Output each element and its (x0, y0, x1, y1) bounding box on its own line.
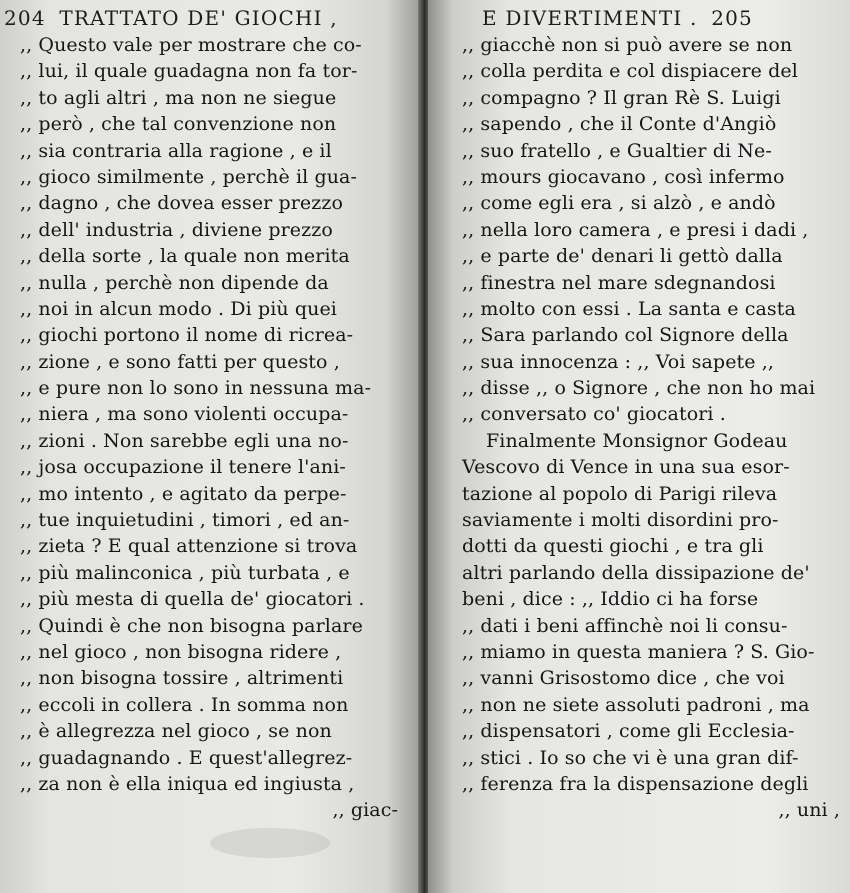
text-line: ,, Questo vale per mostrare che co- (20, 34, 362, 56)
text-line: saviamente i molti disordini pro- (462, 509, 779, 532)
text-line: tazione al popolo di Parigi rileva (462, 482, 778, 505)
right-running-head: E DIVERTIMENTI . (482, 6, 698, 30)
right-text-block (462, 32, 840, 824)
catchword: ,, uni , (778, 799, 840, 822)
text-line: ,, Quindi è che non bisogna parlare (20, 614, 363, 637)
text-line: ,, più mesta di quella de' giocatori . (20, 588, 365, 611)
text-line: ,, mo intento , e agitato da perpe- (20, 482, 347, 505)
text-line: ,, Sara parlando col Signore della (462, 324, 789, 347)
text-line: ,, gioco similmente , perchè il gua- (20, 165, 357, 188)
text-line: ,, niera , ma sono violenti occupa- (20, 403, 349, 426)
text-line: ,, dati i beni affinchè noi li consu- (462, 614, 788, 637)
text-line: altri parlando della dissipazione de' (462, 561, 810, 584)
text-line: ,, come egli era , si alzò , e andò (462, 192, 776, 215)
paragraph-start-line: Finalmente Monsignor Godeau (486, 429, 788, 452)
text-line: ,, zioni . Non sarebbe egli una no- (20, 429, 349, 452)
text-line: beni , dice : ,, Iddio ci ha forse (462, 588, 759, 611)
text-line: ,, però , che tal convenzione non (20, 113, 337, 136)
text-line: ,, sua innocenza : ,, Voi sapete ,, (462, 350, 775, 373)
left-text-block (20, 32, 398, 824)
right-running-header (482, 6, 753, 30)
text-line: Vescovo di Vence in una sua esor- (462, 456, 790, 479)
text-line: ,, nella loro camera , e presi i dadi , (462, 218, 809, 241)
text-line: ,, eccoli in collera . In somma non (20, 693, 349, 716)
text-line: ,, dispensatori , come gli Ecclesia- (462, 720, 795, 743)
catchword: ,, giac- (332, 799, 398, 822)
text-line: ,, della sorte , la quale non merita (20, 245, 350, 268)
text-line: ,, dagno , che dovea esser prezzo (20, 192, 344, 215)
text-line: ,, stici . Io so che vi è una gran dif- (462, 746, 799, 769)
right-page (428, 0, 850, 893)
text-line: ,, mours giocavano , così infermo (462, 165, 785, 188)
left-running-head: TRATTATO DE' GIOCHI , (59, 6, 338, 30)
text-line: ,, finestra nel mare sdegnandosi (462, 271, 776, 294)
text-line: ,, è allegrezza nel gioco , se non (20, 720, 332, 743)
text-line: ,, e pure non lo sono in nessuna ma- (20, 377, 372, 400)
left-page (0, 0, 420, 893)
text-line: ,, zione , e sono fatti per questo , (20, 350, 340, 373)
text-line: ,, vanni Grisostomo dice , che voi (462, 667, 785, 690)
text-line: dotti da questi giochi , e tra gli (462, 535, 764, 558)
text-line: ,, non bisogna tossire , altrimenti (20, 667, 344, 690)
text-line: ,, e parte de' denari li gettò dalla (462, 245, 783, 268)
text-line: ,, josa occupazione il tenere l'ani- (20, 456, 346, 479)
right-page-number: 205 (711, 6, 753, 30)
text-line: ,, lui, il quale guadagna non fa tor- (20, 60, 358, 83)
text-line: ,, ferenza fra la dispensazione degli (462, 772, 809, 795)
text-line: ,, giacchè non si può avere se non (462, 34, 793, 56)
text-line: ,, nel gioco , non bisogna ridere , (20, 640, 342, 663)
text-line: ,, disse ,, o Signore , che non ho mai (462, 377, 816, 400)
left-page-number: 204 (4, 6, 46, 30)
text-line: ,, miamo in questa maniera ? S. Gio- (462, 640, 815, 663)
text-line: ,, guadagnando . E quest'allegrez- (20, 746, 353, 769)
text-line: ,, nulla , perchè non dipende da (20, 271, 329, 294)
text-line: ,, za non è ella iniqua ed ingiusta , (20, 772, 355, 795)
text-line: ,, to agli altri , ma non ne siegue (20, 86, 337, 109)
text-line: ,, dell' industria , diviene prezzo (20, 218, 333, 241)
text-line: ,, sapendo , che il Conte d'Angiò (462, 113, 777, 136)
text-line: ,, molto con essi . La santa e casta (462, 297, 796, 320)
ink-bleed-smudge (210, 828, 330, 858)
text-line: ,, conversato co' giocatori . (462, 403, 726, 426)
text-line: ,, giochi portono il nome di ricrea- (20, 324, 354, 347)
text-line: ,, colla perdita e col dispiacere del (462, 60, 798, 83)
text-line: ,, sia contraria alla ragione , e il (20, 139, 332, 162)
text-line: ,, compagno ? Il gran Rè S. Luigi (462, 86, 781, 109)
text-line: ,, tue inquietudini , timori , ed an- (20, 509, 350, 532)
text-line: ,, più malinconica , più turbata , e (20, 561, 350, 584)
left-running-header (4, 6, 338, 30)
text-line: ,, suo fratello , e Gualtier di Ne- (462, 139, 772, 162)
text-line: ,, zieta ? E qual attenzione si trova (20, 535, 358, 558)
text-line: ,, noi in alcun modo . Di più quei (20, 297, 337, 320)
text-line: ,, non ne siete assoluti padroni , ma (462, 693, 810, 716)
